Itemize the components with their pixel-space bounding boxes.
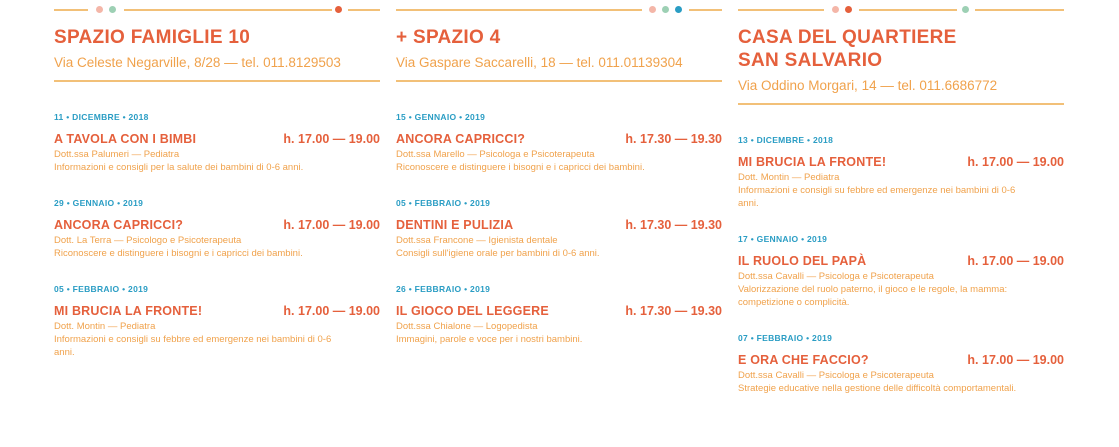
event-title: IL RUOLO DEL PAPÀ [738,254,867,268]
event-item [738,333,1064,395]
event-speaker: Dott.ssa Chialone — Logopedista [396,321,538,332]
event-speaker: Dott.ssa Francone — Igienista dentale [396,235,558,246]
event-date: 11 • DICEMBRE • 2018 [54,112,149,122]
divider [54,80,380,82]
event-time: h. 17.00 — 19.00 [967,254,1064,268]
event-description: Riconoscere e distinguere i bisogni e i capricci dei bambini. [54,248,303,259]
event-title: A TAVOLA CON I BIMBI [54,132,197,146]
event-title: MI BRUCIA LA FRONTE! [54,304,203,318]
venue-address: Via Oddino Morgari, 14 — tel. 011.6686772 [738,78,998,93]
event-item [396,112,722,174]
event-speaker: Dott. La Terra — Psicologo e Psicoterapeuta [54,235,242,246]
event-title: ANCORA CAPRICCI? [54,218,184,232]
event-speaker: Dott.ssa Cavalli — Psicologa e Psicoterapeuta [738,271,934,282]
event-date: 17 • GENNAIO • 2019 [738,234,828,244]
event-description: Informazioni e consigli su febbre ed emergenze nei bambini di 0-6 anni. [54,334,332,358]
event-time: h. 17.00 — 19.00 [967,155,1064,169]
event-description: Riconoscere e distinguere i bisogni e i capricci dei bambini. [396,162,645,173]
event-title: MI BRUCIA LA FRONTE! [738,155,887,169]
event-item [54,284,380,359]
event-speaker: Dott.ssa Marello — Psicologa e Psicoterapeuta [396,149,595,160]
event-date: 05 • FEBBRAIO • 2019 [396,198,491,208]
decorative-divider [738,0,1064,22]
event-time: h. 17.00 — 19.00 [283,218,380,232]
event-description: Consigli sull'igiene orale per bambini di 0-6 anni. [396,248,600,259]
event-description: Informazioni e consigli su febbre ed emergenze nei bambini di 0-6 anni. [738,185,1016,209]
event-item [396,198,722,260]
venue-address: Via Gaspare Saccarelli, 18 — tel. 011.01139304 [396,55,683,70]
event-description: Valorizzazione del ruolo paterno, il gioco e le regole, la mamma: competizione o complicità. [738,284,1008,308]
event-speaker: Dott. Montin — Pediatra [54,321,156,332]
event-date: 26 • FEBBRAIO • 2019 [396,284,491,294]
event-time: h. 17.00 — 19.00 [283,304,380,318]
venue-title: + SPAZIO 4 [396,27,501,48]
event-description: Strategie educative nella gestione delle difficoltà comportamentali. [738,383,1017,394]
event-description: Informazioni e consigli per la salute dei bambini di 0-6 anni. [54,162,304,173]
event-date: 15 • GENNAIO • 2019 [396,112,486,122]
event-title: DENTINI E PULIZIA [396,218,514,232]
event-item [738,234,1064,309]
event-date: 13 • DICEMBRE • 2018 [738,135,834,145]
divider [738,103,1064,105]
venue-address: Via Celeste Negarville, 8/28 — tel. 011.8129503 [54,55,341,70]
event-time: h. 17.30 — 19.30 [625,304,722,318]
event-date: 05 • FEBBRAIO • 2019 [54,284,149,294]
event-time: h. 17.30 — 19.30 [625,218,722,232]
decorative-divider [54,0,380,22]
event-description: Immagini, parole e voce per i nostri bambini. [396,334,583,345]
event-time: h. 17.00 — 19.00 [967,353,1064,367]
decorative-divider [396,0,722,22]
event-date: 29 • GENNAIO • 2019 [54,198,144,208]
event-title: IL GIOCO DEL LEGGERE [396,304,549,318]
event-item [54,112,380,174]
divider [396,80,722,82]
venue-title: CASA DEL QUARTIERE SAN SALVARIO [738,27,957,71]
event-item [738,135,1064,210]
event-time: h. 17.00 — 19.00 [283,132,380,146]
event-speaker: Dott.ssa Palumeri — Pediatra [54,149,180,160]
venue-column-1 [54,0,380,359]
event-item [396,284,722,346]
event-title: ANCORA CAPRICCI? [396,132,526,146]
venue-column-2 [396,0,722,346]
venue-title: SPAZIO FAMIGLIE 10 [54,27,251,48]
event-date: 07 • FEBBRAIO • 2019 [738,333,833,343]
event-item [54,198,380,260]
event-speaker: Dott. Montin — Pediatra [738,172,840,183]
event-speaker: Dott.ssa Cavalli — Psicologa e Psicoterapeuta [738,370,934,381]
event-title: E ORA CHE FACCIO? [738,353,869,367]
venue-column-3 [738,0,1064,395]
event-time: h. 17.30 — 19.30 [625,132,722,146]
